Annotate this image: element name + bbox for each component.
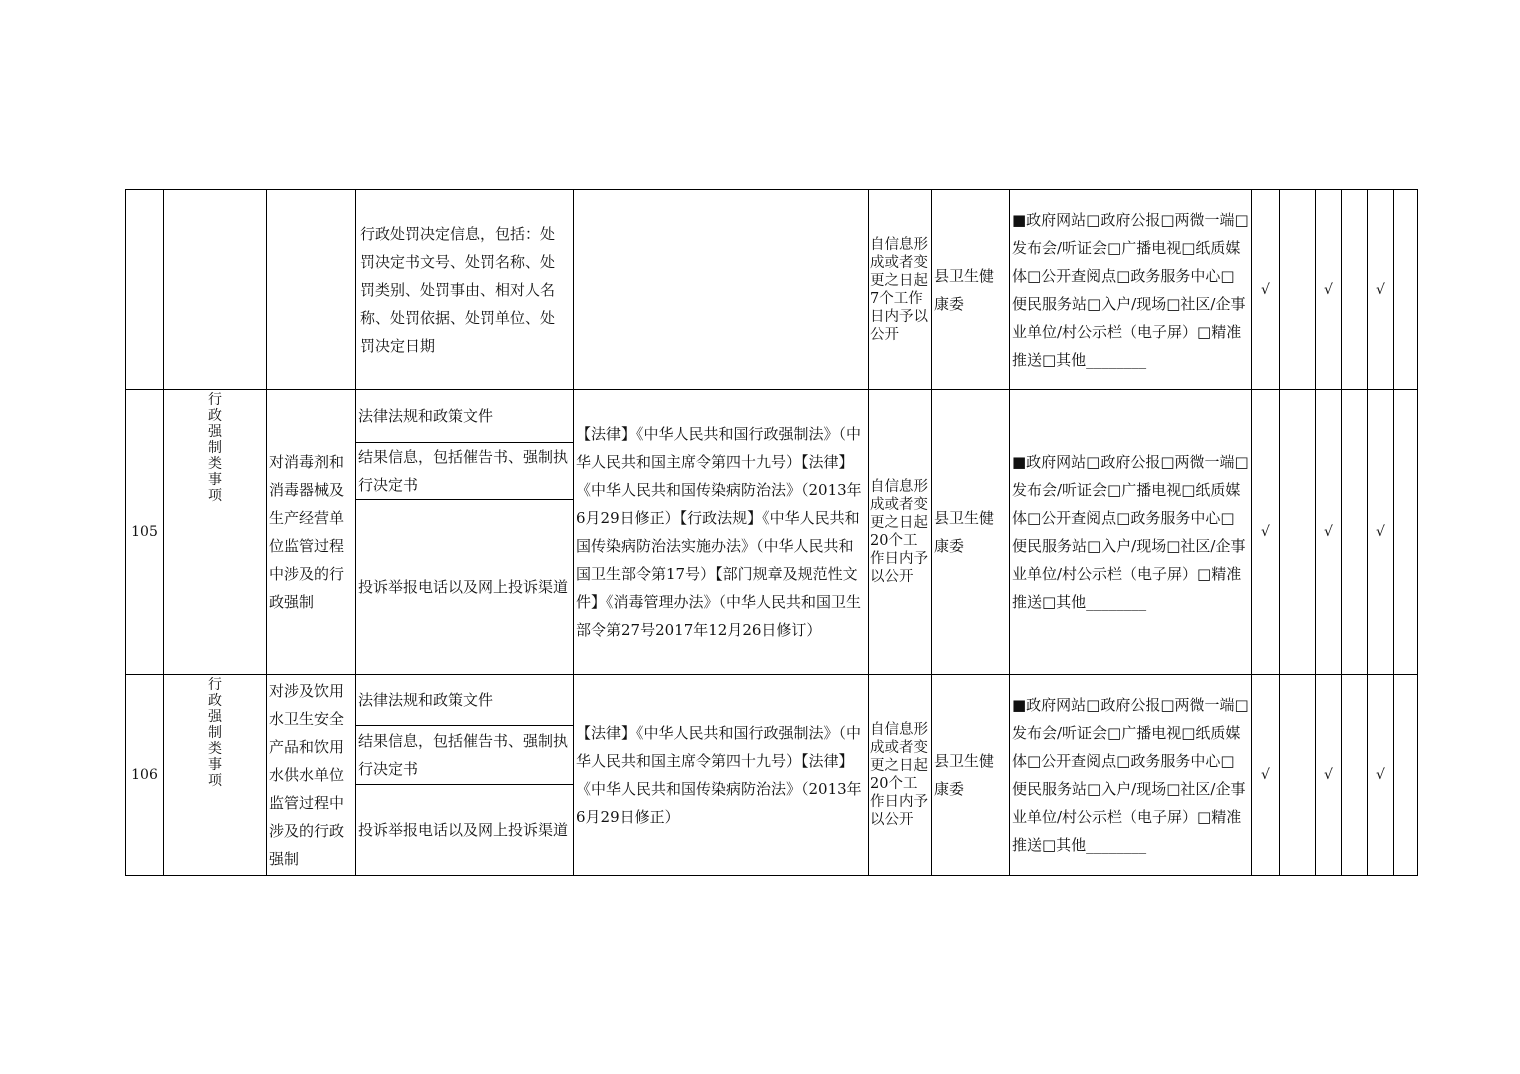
check-mark — [1280, 190, 1316, 390]
table-row — [126, 190, 1418, 390]
disclosure-table — [125, 189, 1418, 876]
check-mark: √ — [1316, 190, 1342, 390]
category-cell: 行政强制类事项 — [164, 390, 267, 675]
content-item: 法律法规和政策文件 — [358, 407, 494, 425]
check-mark — [1394, 390, 1418, 675]
content-cell: 行政处罚决定信息，包括：处罚决定书文号、处罚名称、处罚类别、处罚事由、相对人名称、处罚依据、处罚单位、处罚决定日期 — [356, 190, 574, 390]
time-cell: 自信息形成或者变更之日起7个工作日内予以公开 — [869, 190, 932, 390]
content-item: 法律法规和政策文件 — [358, 691, 494, 709]
item-cell: 对涉及饮用水卫生安全产品和饮用水供水单位监管过程中涉及的行政强制 — [267, 675, 356, 876]
category-cell — [164, 190, 267, 390]
check-mark: √ — [1252, 675, 1280, 876]
basis-cell — [574, 190, 869, 390]
check-mark: √ — [1368, 675, 1394, 876]
content-item: 结果信息，包括催告书、强制执行决定书 — [356, 442, 573, 499]
subject-cell: 县卫生健康委 — [932, 675, 1010, 876]
check-mark — [1342, 190, 1368, 390]
check-mark — [1342, 675, 1368, 876]
check-mark: √ — [1368, 390, 1394, 675]
check-mark: √ — [1252, 390, 1280, 675]
row-number — [126, 190, 164, 390]
channels-cell: ■政府网站□政府公报□两微一端□发布会/听证会□广播电视□纸质媒体□公开查阅点□政务服务中心□便民服务站□入户/现场□社区/企事业单位/村公示栏（电子屏）□精准推送□其他________ — [1010, 390, 1252, 675]
content-item: 投诉举报电话以及网上投诉渠道 — [356, 784, 573, 875]
basis-cell: 【法律】《中华人民共和国行政强制法》（中华人民共和国主席令第四十九号）【法律】《中华人民共和国传染病防治法》（2013年6月29日修正） — [574, 675, 869, 876]
subject-cell: 县卫生健康委 — [932, 190, 1010, 390]
row-number: 106 — [126, 675, 164, 876]
check-mark — [1394, 190, 1418, 390]
check-mark: √ — [1368, 190, 1394, 390]
row-number: 105 — [126, 390, 164, 675]
table-row — [126, 675, 1418, 876]
time-cell: 自信息形成或者变更之日起20个工作日内予以公开 — [869, 390, 932, 675]
subject-cell: 县卫生健康委 — [932, 390, 1010, 675]
check-mark — [1394, 675, 1418, 876]
check-mark — [1342, 390, 1368, 675]
check-mark: √ — [1316, 390, 1342, 675]
category-cell: 行政强制类事项 — [164, 675, 267, 876]
item-cell: 对消毒剂和消毒器械及生产经营单位监管过程中涉及的行政强制 — [267, 390, 356, 675]
check-mark — [1280, 675, 1316, 876]
basis-cell: 【法律】《中华人民共和国行政强制法》（中华人民共和国主席令第四十九号）【法律】《中华人民共和国传染病防治法》（2013年6月29日修正）【行政法规】《中华人民共和国传染病防治法实施办法》（中华人民共和国卫生部令第17号）【部门规章及规范性文件】《消毒管理办法》（中华人民共和国卫生部令第27号2017年12月26日修订） — [574, 390, 869, 675]
channels-cell: ■政府网站□政府公报□两微一端□发布会/听证会□广播电视□纸质媒体□公开查阅点□政务服务中心□便民服务站□入户/现场□社区/企事业单位/村公示栏（电子屏）□精准推送□其他________ — [1010, 190, 1252, 390]
content-cell — [356, 675, 574, 876]
check-mark — [1280, 390, 1316, 675]
content-item: 结果信息，包括催告书、强制执行决定书 — [356, 725, 573, 784]
item-cell — [267, 190, 356, 390]
time-cell: 自信息形成或者变更之日起20个工作日内予以公开 — [869, 675, 932, 876]
content-item: 投诉举报电话以及网上投诉渠道 — [356, 499, 573, 674]
channels-cell: ■政府网站□政府公报□两微一端□发布会/听证会□广播电视□纸质媒体□公开查阅点□政务服务中心□便民服务站□入户/现场□社区/企事业单位/村公示栏（电子屏）□精准推送□其他________ — [1010, 675, 1252, 876]
table-row — [126, 390, 1418, 675]
content-cell — [356, 390, 574, 675]
check-mark: √ — [1316, 675, 1342, 876]
check-mark: √ — [1252, 190, 1280, 390]
